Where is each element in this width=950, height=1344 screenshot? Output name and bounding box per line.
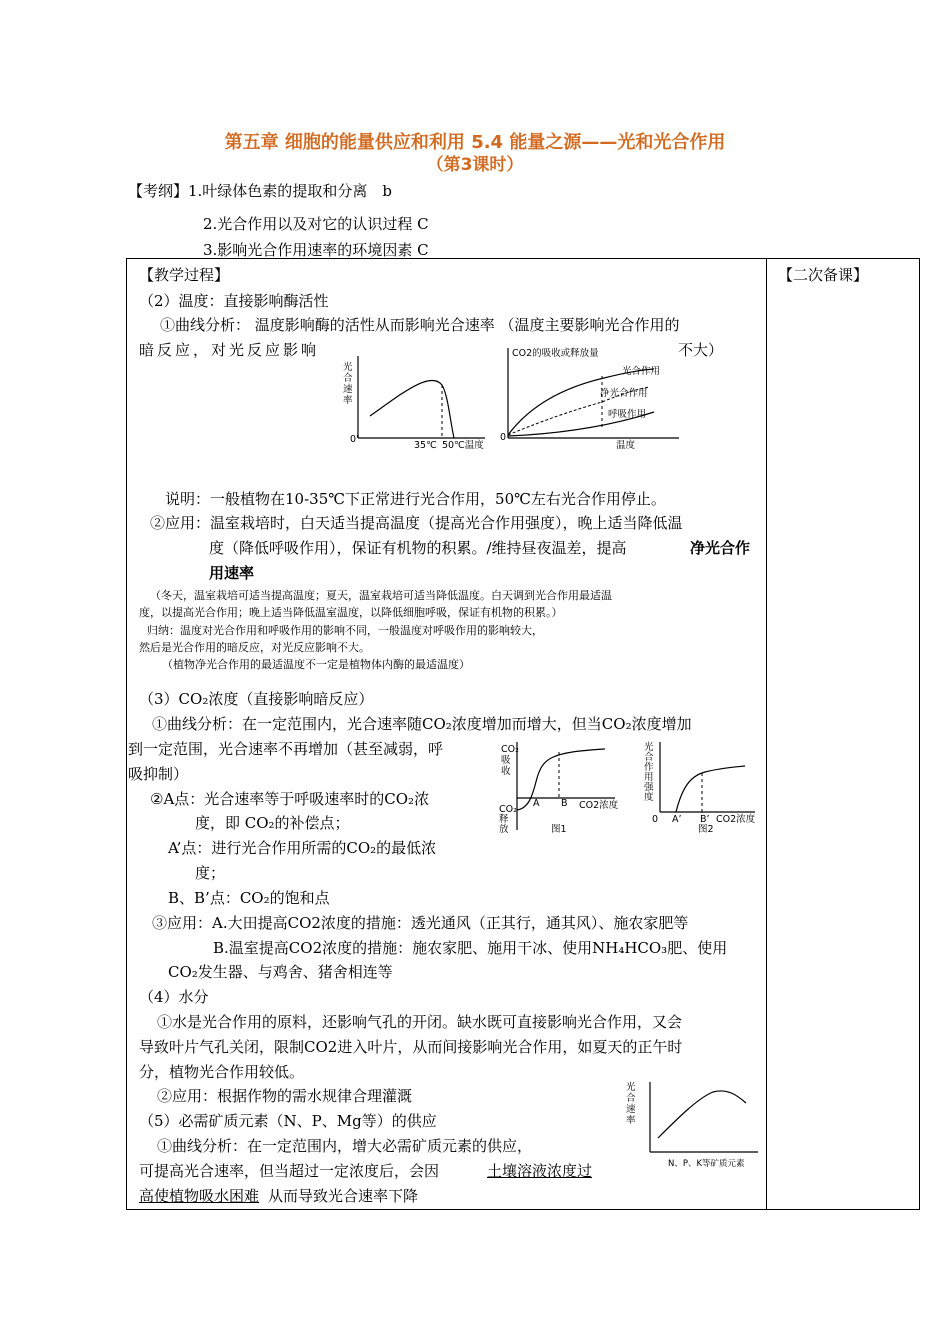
co2-figure-1 (495, 738, 625, 838)
y-label-top: CO₂ 吸收 (501, 744, 519, 777)
x-axis-label: CO2浓度 (579, 800, 619, 811)
co2-analysis-1: ①曲线分析：在一定范围内，光合速率随CO₂浓度增加而增大，但当CO₂浓度增加 (152, 715, 692, 733)
co2-pointA-2: 度，即 CO₂的补偿点； (195, 814, 350, 832)
water-heading: （4）水分 (139, 988, 209, 1006)
temperature-explain: 说明：一般植物在10-35℃下正常进行光合作用，50℃左右光合作用停止。 (165, 490, 666, 508)
page-title: 第五章 细胞的能量供应和利用 5.4 能量之源——光和光合作用 (224, 132, 726, 153)
temperature-app-1: ②应用：温室栽培时，白天适当提高温度（提高光合作用强度），晚上适当降低温 (150, 514, 683, 532)
y-axis-label: 光合作用强度 (644, 742, 654, 803)
co2-heading: （3）CO₂浓度（直接影响暗反应） (139, 690, 374, 708)
co2-app-2: B.温室提高CO2浓度的措施：施农家肥、施用干冰、使用NH₄HCO₃肥、使用 (213, 939, 728, 957)
temperature-app-2a: 度（降低呼吸作用），保证有机物的积累。/维持昼夜温差，提高 (209, 539, 627, 557)
co2-pointA2-1: A’点：进行光合作用所需的CO₂的最低浓 (168, 839, 437, 857)
legend-respiration: 呼吸作用 (608, 409, 647, 420)
mineral-curve (658, 1091, 746, 1138)
point-A: A (533, 798, 540, 809)
co2-figure-2 (640, 738, 760, 838)
temperature-curve (370, 380, 454, 438)
figure-caption: 图1 (551, 824, 567, 835)
table-column-divider (766, 258, 767, 1210)
temperature-note-1: （冬天，温室栽培可适当提高温度；夏天，温室栽培可适当降低温度。白天调到光合作用最适温 (150, 589, 612, 602)
temperature-note-4: 然后是光合作用的暗反应，对光反应影响不大。 (139, 641, 370, 654)
legend-net-photosynthesis: 净光合作用 (600, 388, 648, 399)
tick-50-temp: 50℃温度 (442, 440, 484, 450)
mineral-line-2b: 土壤溶液浓度过 (487, 1162, 593, 1180)
x-axis-label: 温度 (616, 440, 636, 450)
mineral-chart (618, 1078, 763, 1170)
temperature-analysis-1: ①曲线分析： 温度影响酶的活性从而影响光合速率 （温度主要影响光合作用的 (160, 316, 680, 334)
co2-app-3: CO₂发生器、与鸡舍、猪舍相连等 (168, 963, 393, 981)
co2-pointA2-2: 度； (195, 864, 226, 882)
mineral-line-2a: 可提高光合速率，但当超过一定浓度后，会因 (139, 1162, 440, 1180)
co2-analysis-2: 到一定范围，光合速率不再增加（甚至减弱，呼 (128, 740, 444, 758)
y-axis-label: 光合速率 (626, 1082, 636, 1126)
x-axis-label: CO2浓度 (716, 814, 756, 825)
co2-app-1: ③应用：A.大田提高CO2浓度的措施：透光通风（正其行，通其风）、施农家肥等 (152, 914, 689, 932)
photosynthesis-curve (508, 369, 654, 435)
legend-photosynthesis: 光合作用 (622, 366, 661, 377)
temperature-rate-chart (330, 350, 495, 450)
outline-item-2: 2.光合作用以及对它的认识过程 C (203, 215, 429, 233)
teaching-process-header: 【教学过程】 (139, 266, 230, 284)
co2-pointA-1: ②A点：光合速率等于呼吸速率时的CO₂浓 (150, 790, 430, 808)
mineral-line-1: ①曲线分析：在一定范围内，增大必需矿质元素的供应， (157, 1137, 533, 1155)
temperature-co2-chart (494, 340, 694, 450)
mineral-line-3a: 高使植物吸水困难 (139, 1187, 260, 1205)
temperature-note-2: 度，以提高光合作用；晚上适当降低温室温度，以降低细胞呼吸，保证有机物的积累。） (139, 606, 563, 619)
page-subtitle: （第3课时） (426, 155, 524, 175)
figure-caption: 图2 (698, 824, 714, 835)
water-line-1: ①水是光合作用的原料，还影响气孔的开闭。缺水既可直接影响光合作用，又会 (157, 1013, 683, 1031)
temperature-note-3: 归纳：温度对光合作用和呼吸作用的影响不同，一般温度对呼吸作用的影响较大， (147, 624, 543, 637)
origin-label: 0' (350, 434, 359, 445)
water-app: ②应用：根据作物的需水规律合理灌溉 (157, 1087, 413, 1105)
origin-label: 0 (500, 432, 507, 443)
outline-item-3: 3.影响光合作用速率的环境因素 C (203, 241, 429, 259)
y-axis-label: 光合速率 (343, 362, 353, 406)
temperature-note-5: （植物净光合作用的最适温度不一定是植物体内酶的最适温度） (162, 658, 470, 671)
x-axis-label: N、P、K等矿质元素 (668, 1159, 745, 1169)
point-B-prime: B’ (700, 814, 710, 825)
temperature-analysis-2a: 暗反应，对光反应影响 (139, 341, 320, 359)
y-label-char: 光 (343, 362, 353, 373)
temperature-app-3: 用速率 (209, 564, 255, 582)
co2-pointB: B、B’点：CO₂的饱和点 (168, 889, 330, 907)
water-line-2: 导致叶片气孔关闭，限制CO2进入叶片，从而间接影响光合作用，如夏天的正午时 (139, 1038, 683, 1056)
y-axis-label: CO2的吸收或释放量 (512, 348, 599, 359)
temperature-analysis-2b: 不大） (678, 341, 724, 359)
tick-35: 35℃ (414, 440, 437, 450)
mineral-heading: （5）必需矿质元素（N、P、Mg等）的供应 (139, 1112, 437, 1130)
point-B: B (561, 798, 568, 809)
origin-label: 0 (652, 814, 659, 825)
mineral-line-3b: 从而导致光合速率下降 (268, 1187, 419, 1205)
temperature-heading: （2）温度：直接影响酶活性 (139, 292, 329, 310)
temperature-app-2b: 净光合作 (690, 539, 751, 557)
point-A-prime: A’ (672, 814, 682, 825)
water-line-3: 分，植物光合作用较低。 (139, 1063, 305, 1081)
co2-curve (676, 766, 745, 812)
outline-label: 【考纲】1.叶绿体色素的提取和分离 b (128, 182, 392, 200)
co2-analysis-3: 吸抑制） (128, 765, 189, 783)
y-label-bottom: CO₂ 释放 (499, 804, 517, 835)
second-prep-header: 【二次备课】 (778, 266, 869, 284)
